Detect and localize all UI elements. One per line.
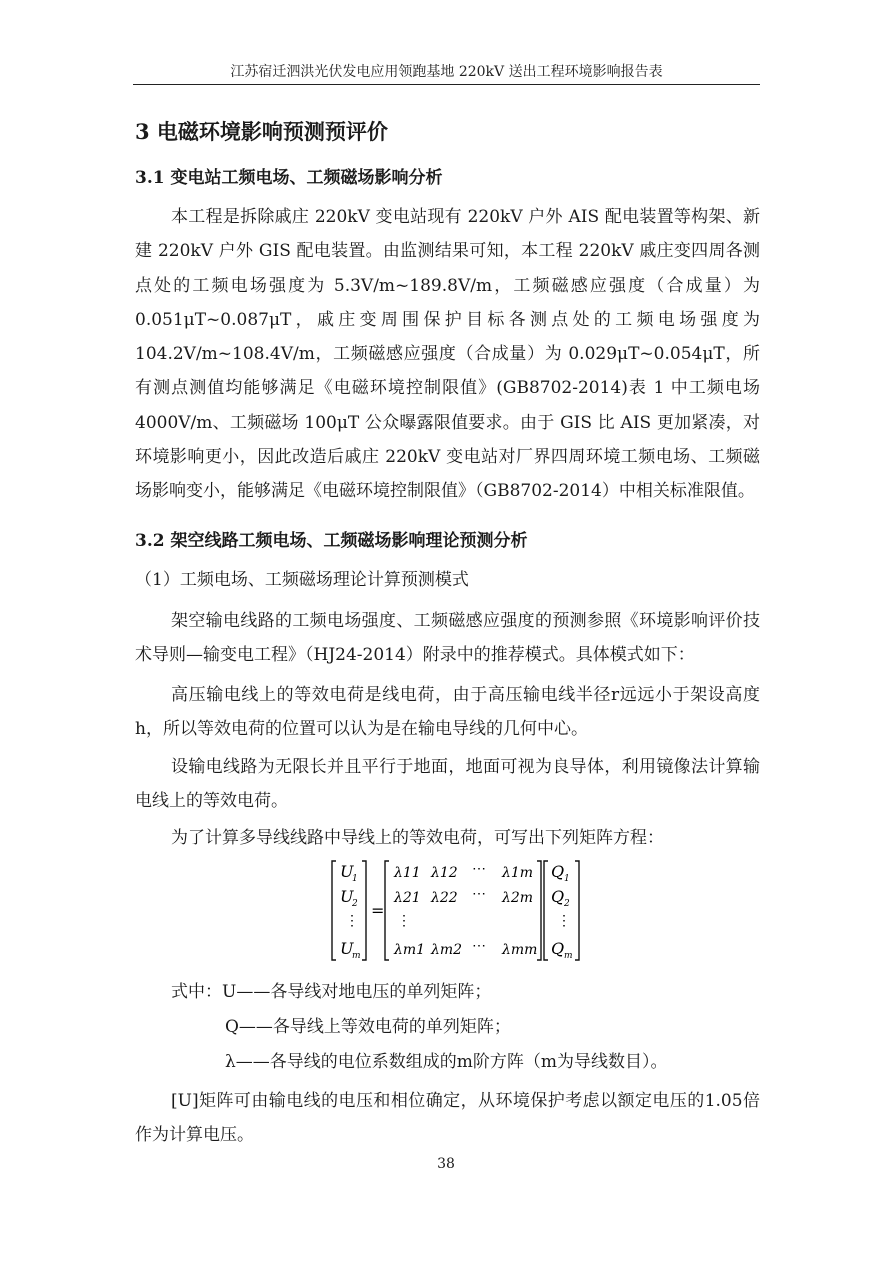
u-element-2: U xyxy=(340,887,354,906)
lambda-row2-ellipsis: ⋯ xyxy=(472,886,486,902)
lambda-row1-ellipsis: ⋯ xyxy=(472,861,486,877)
lambda-vertical-ellipsis: ⋮ xyxy=(397,913,411,929)
paragraph-image-method: 设输电线路为无限长并且平行于地面，地面可视为良导体，利用镜像法计算输电线上的等效电荷。 xyxy=(135,757,760,812)
q-element-3: ⋮ xyxy=(557,913,571,929)
paragraph-calculation-voltage: [U]矩阵可由输电线的电压和相位确定，从环境保护考虑以额定电压的1.05倍作为计算电压。 xyxy=(135,1091,760,1146)
lambda-left-bracket xyxy=(385,861,389,960)
lambda-mm: λmm xyxy=(502,942,538,958)
subsection-1-title: （1）工频电场、工频磁场理论计算预测模式 xyxy=(135,570,469,590)
lambda-11: λ11 xyxy=(394,865,421,881)
u-element-1: U xyxy=(340,862,354,881)
q-right-bracket xyxy=(575,861,579,960)
lambda-m2: λm2 xyxy=(431,942,463,958)
lambda-21: λ21 xyxy=(394,890,421,906)
u-sub-4: m xyxy=(352,951,361,961)
paragraph-prediction-model: 架空输电线路的工频电场强度、工频磁感应强度的预测参照《环境影响评价技术导则—输变电工程》（HJ24-2014）附录中的推荐模式。具体模式如下： xyxy=(135,611,760,666)
header-rule xyxy=(133,84,760,85)
lambda-m1: λm1 xyxy=(394,942,426,958)
paragraph-matrix-intro: 为了计算多导线线路中导线上的等效电荷，可写出下列矩阵方程： xyxy=(171,828,664,848)
page-number: 38 xyxy=(437,1156,455,1172)
u-right-bracket xyxy=(362,861,366,960)
lambda-22: λ22 xyxy=(431,890,458,906)
lambda-12: λ12 xyxy=(431,865,458,881)
section-3-2-heading: 3.2 架空线路工频电场、工频磁场影响理论预测分析 xyxy=(135,531,528,551)
where-lambda-definition: λ——各导线的电位系数组成的m阶方阵（m为导线数目）。 xyxy=(225,1052,668,1072)
q-element-4: Q xyxy=(551,939,565,958)
q-element-1: Q xyxy=(551,862,565,881)
where-q-definition: Q——各导线上等效电荷的单列矩阵； xyxy=(225,1017,511,1037)
lambda-row4-ellipsis: ⋯ xyxy=(472,938,486,954)
u-sub-1: 1 xyxy=(352,874,358,884)
u-left-bracket xyxy=(332,861,336,960)
section-3-1-heading: 3.1 变电站工频电场、工频磁场影响分析 xyxy=(135,168,443,188)
q-element-2: Q xyxy=(551,887,565,906)
q-sub-2: 2 xyxy=(564,899,570,909)
q-left-bracket xyxy=(544,861,548,960)
lambda-1m: λ1m xyxy=(502,865,534,881)
u-sub-2: 2 xyxy=(352,899,358,909)
u-element-4: U xyxy=(340,939,354,958)
section-3-1-paragraph: 本工程是拆除戚庄 220kV 变电站现有 220kV 户外 AIS 配电装置等构架、新建 220kV 户外 GIS 配电装置。由监测结果可知，本工程 220kV 戚庄变四周各测点处的工频电场强度为 5.3V/m~189.8V/m，工频磁感应强度（合成量）为 0.051μT~0.087μT，戚庄变周围保护目标各测点处的工频电场强度为 104.2V/m~108.4V/m，工频磁感应强度（合成量）为 0.029μT~0.054μT，所有测点测值均能够满足《电磁环境控制限值》(GB8702-2014)表 1 中工频电场 4000V/m、工频磁场 100μT 公众曝露限值要求。由于 GIS 比 AIS 更加紧凑，对环境影响更小，因此改造后戚庄 220kV 变电站对厂界四周环境工频电场、工频磁场影响变小，能够满足《电磁环境控制限值》（GB8702-2014）中相关标准限值。 xyxy=(135,207,760,502)
section-3-heading: 3 电磁环境影响预测预评价 xyxy=(135,119,388,144)
matrix-equation xyxy=(330,858,585,964)
q-sub-4: m xyxy=(564,951,573,961)
page-header: 江苏宿迁泗洪光伏发电应用领跑基地 220kV 送出工程环境影响报告表 xyxy=(230,64,663,80)
paragraph-equivalent-charge: 高压输电线上的等效电荷是线电荷，由于高压输电线半径r远远小于架设高度h，所以等效电荷的位置可以认为是在输电导线的几何中心。 xyxy=(135,685,760,740)
u-element-3: ⋮ xyxy=(345,913,359,929)
equals-sign: = xyxy=(371,901,385,920)
lambda-right-bracket xyxy=(537,861,541,960)
lambda-2m: λ2m xyxy=(502,890,534,906)
q-sub-1: 1 xyxy=(564,874,570,884)
where-u-definition: 式中：U——各导线对地电压的单列矩阵； xyxy=(171,982,492,1002)
